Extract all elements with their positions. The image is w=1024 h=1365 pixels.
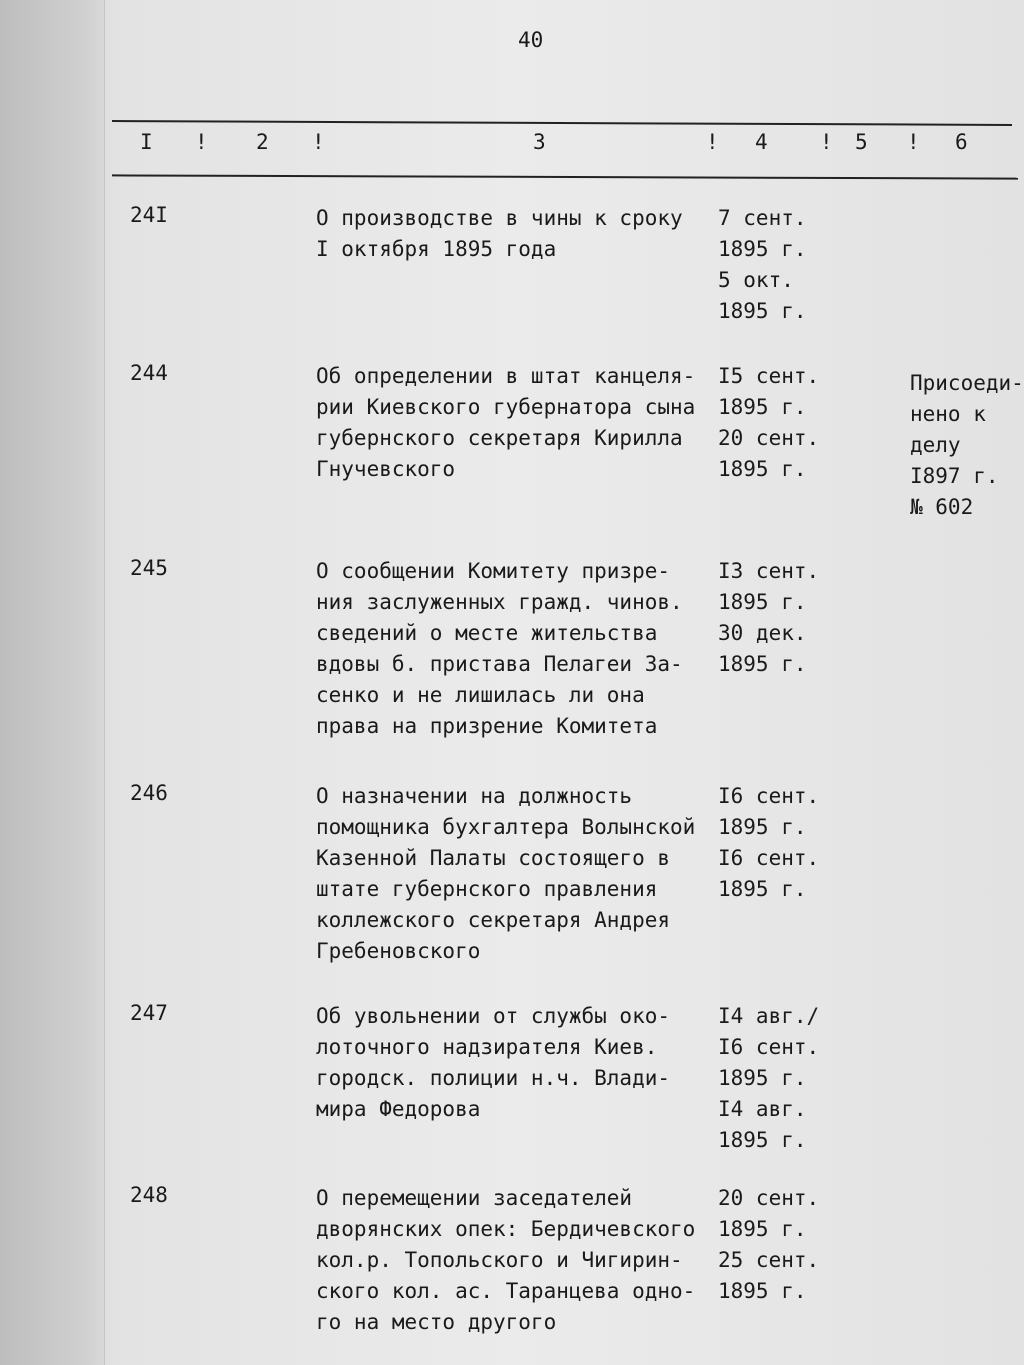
description-line: сенко и не лишилась ли она bbox=[316, 683, 645, 707]
header-separator: ! bbox=[706, 130, 719, 154]
note-line: I897 г. bbox=[910, 464, 999, 488]
date-line: I4 авг./ bbox=[718, 1004, 820, 1028]
description-line: го на место другого bbox=[316, 1310, 557, 1334]
note-line: № 602 bbox=[910, 495, 974, 519]
description-line: О сообщении Комитету призре- bbox=[316, 559, 671, 583]
date-line: 7 сент. bbox=[718, 206, 807, 230]
description-line: кол.р. Топольского и Чигирин- bbox=[316, 1248, 683, 1272]
header-col-4: 4 bbox=[755, 130, 768, 154]
header-col-6: 6 bbox=[955, 130, 968, 154]
date-line: I3 сент. bbox=[718, 559, 820, 583]
entry-number: 24I bbox=[130, 203, 168, 227]
header-separator: ! bbox=[312, 130, 325, 154]
date-line: 1895 г. bbox=[718, 652, 807, 676]
date-line: 1895 г. bbox=[718, 299, 807, 323]
description-line: помощника бухгалтера Волынской bbox=[316, 815, 696, 839]
description-line: вдовы б. пристава Пелагеи За- bbox=[316, 652, 683, 676]
description-line: I октября 1895 года bbox=[316, 237, 557, 261]
entry-dates bbox=[718, 361, 819, 485]
entry-number: 248 bbox=[130, 1183, 168, 1207]
date-line: I6 сент. bbox=[718, 846, 820, 870]
header-bottom-rule bbox=[112, 174, 1018, 179]
description-line: Казенной Палаты состоящего в bbox=[316, 846, 671, 870]
header-separator: ! bbox=[195, 130, 208, 154]
header-separator: ! bbox=[907, 130, 920, 154]
entry-number: 247 bbox=[130, 1001, 168, 1025]
note-line: нено к bbox=[910, 402, 986, 426]
entry-number: 244 bbox=[130, 361, 168, 385]
binding-strip bbox=[0, 0, 105, 1365]
entry-description bbox=[316, 781, 695, 967]
header-separator: ! bbox=[820, 130, 833, 154]
description-line: Гребеновского bbox=[316, 939, 481, 963]
description-line: О перемещении заседателей bbox=[316, 1186, 633, 1210]
header-col-3: 3 bbox=[533, 130, 546, 154]
description-line: лоточного надзирателя Киев. bbox=[316, 1035, 658, 1059]
entry-dates bbox=[718, 1183, 819, 1307]
description-line: мира Федорова bbox=[316, 1097, 481, 1121]
note-line: Присоеди- bbox=[910, 371, 1024, 395]
entry-description bbox=[316, 1001, 670, 1125]
entry-description bbox=[316, 203, 683, 265]
description-line: сведений о месте жительства bbox=[316, 621, 658, 645]
entry-dates bbox=[718, 781, 819, 905]
date-line: 1895 г. bbox=[718, 590, 807, 614]
date-line: 5 окт. bbox=[718, 268, 794, 292]
description-line: городск. полиции н.ч. Влади- bbox=[316, 1066, 671, 1090]
description-line: права на призрение Комитета bbox=[316, 714, 658, 738]
column-header-row bbox=[0, 130, 1024, 170]
description-line: Об определении в штат канцеля- bbox=[316, 364, 696, 388]
entry-number: 245 bbox=[130, 556, 168, 580]
description-line: губернского секретаря Кирилла bbox=[316, 426, 683, 450]
date-line: 1895 г. bbox=[718, 457, 807, 481]
date-line: I6 сент. bbox=[718, 1035, 820, 1059]
entry-dates bbox=[718, 203, 807, 327]
entry-description bbox=[316, 556, 683, 742]
date-line: 20 сент. bbox=[718, 426, 820, 450]
entry-number: 246 bbox=[130, 781, 168, 805]
header-col-5: 5 bbox=[855, 130, 868, 154]
date-line: 30 дек. bbox=[718, 621, 807, 645]
entry-dates bbox=[718, 1001, 819, 1156]
date-line: 1895 г. bbox=[718, 877, 807, 901]
date-line: 1895 г. bbox=[718, 395, 807, 419]
description-line: штате губернского правления bbox=[316, 877, 658, 901]
header-col-1: I bbox=[140, 130, 153, 154]
date-line: I4 авг. bbox=[718, 1097, 807, 1121]
note-line: делу bbox=[910, 433, 961, 457]
date-line: 1895 г. bbox=[718, 237, 807, 261]
description-line: ского кол. ас. Таранцева одно- bbox=[316, 1279, 696, 1303]
date-line: 1895 г. bbox=[718, 1279, 807, 1303]
entry-description bbox=[316, 1183, 695, 1338]
page-number: 40 bbox=[518, 28, 544, 52]
description-line: коллежского секретаря Андрея bbox=[316, 908, 671, 932]
description-line: Гнучевского bbox=[316, 457, 456, 481]
date-line: 1895 г. bbox=[718, 815, 807, 839]
date-line: 25 сент. bbox=[718, 1248, 820, 1272]
description-line: ния заслуженных гражд. чинов. bbox=[316, 590, 683, 614]
date-line: I6 сент. bbox=[718, 784, 820, 808]
header-col-2: 2 bbox=[256, 130, 269, 154]
date-line: 1895 г. bbox=[718, 1217, 807, 1241]
entry-note bbox=[910, 368, 1024, 523]
description-line: дворянских опек: Бердичевского bbox=[316, 1217, 696, 1241]
entry-dates bbox=[718, 556, 819, 680]
entry-description bbox=[316, 361, 695, 485]
description-line: О назначении на должность bbox=[316, 784, 633, 808]
date-line: 1895 г. bbox=[718, 1066, 807, 1090]
description-line: Об увольнении от службы око- bbox=[316, 1004, 671, 1028]
date-line: 1895 г. bbox=[718, 1128, 807, 1152]
date-line: I5 сент. bbox=[718, 364, 820, 388]
date-line: 20 сент. bbox=[718, 1186, 820, 1210]
description-line: рии Киевского губернатора сына bbox=[316, 395, 696, 419]
header-top-rule bbox=[112, 120, 1012, 126]
description-line: О производстве в чины к сроку bbox=[316, 206, 683, 230]
